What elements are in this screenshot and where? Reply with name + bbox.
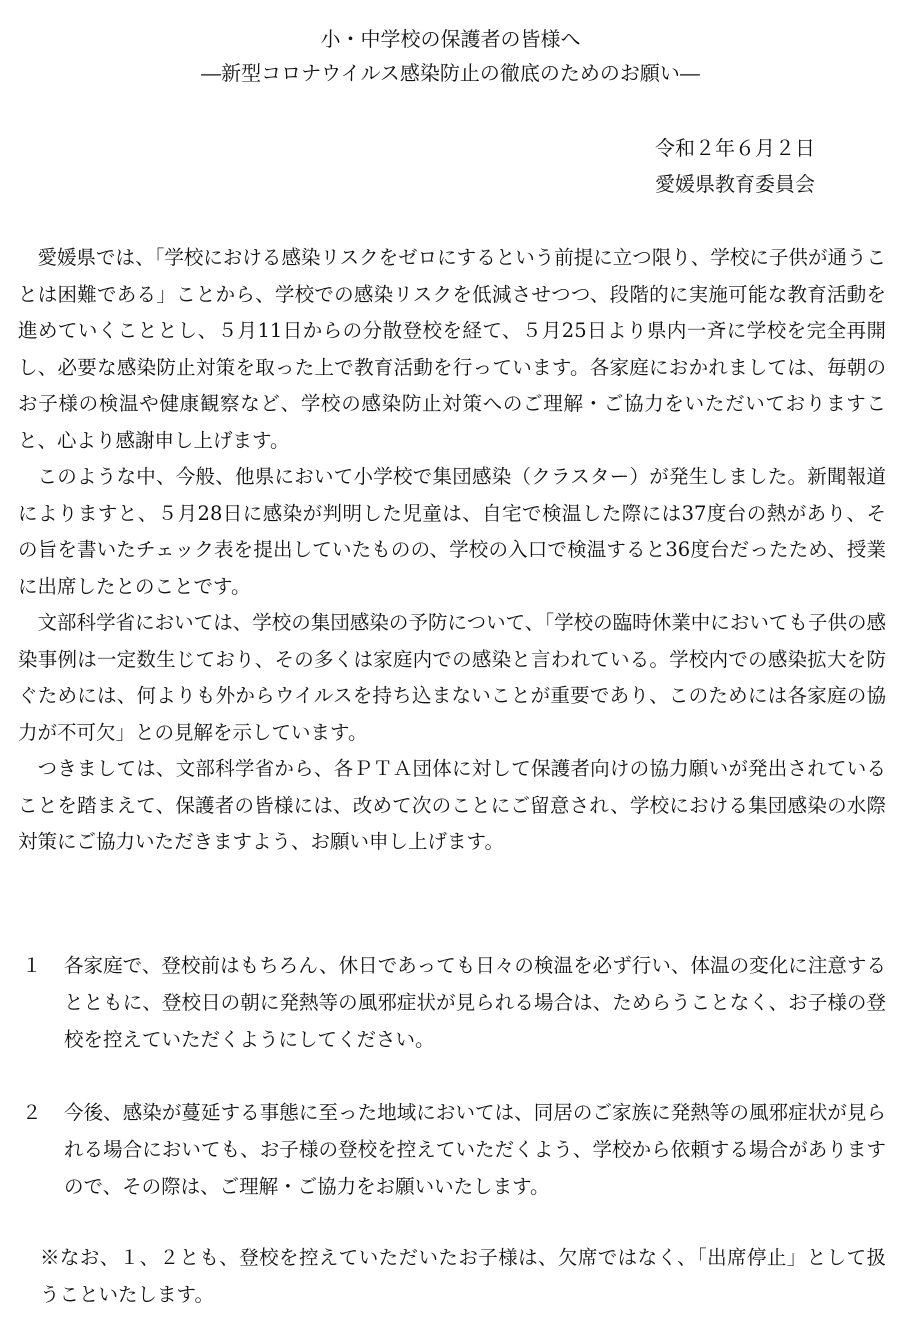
paragraph: 文部科学省においては、学校の集団感染の予防について、「学校の臨時休業中においても子供の感染事例は一定数生じており、その多くは家庭内での感染と言われている。学校内での感染拡大を防ぐためには、何よりも外からウイルスを持ち込まないことが重要であり、このためには各家庭の協力が不可欠」との見解を示しています。 [18,611,886,744]
request-item-number: １ [22,954,42,977]
request-item-number: ２ [22,1101,42,1124]
paragraph: つきましては、文部科学省から、各ＰＴＡ団体に対して保護者向けの協力願いが発出されていることを踏まえて、保護者の皆様には、改めて次のことにご留意され、学校における集団感染の水際対策にご協力いただきますよう、お願い申し上げます。 [18,757,886,853]
request-item [22,947,886,1058]
title-block [0,22,901,90]
document-subtitle: ―新型コロナウイルス感染防止の徹底のためのお願い― [201,61,700,85]
paragraph: このような中、今般、他県において小学校で集団感染（クラスター）が発生しました。新聞報道によりますと、５月28日に感染が判明した児童は、自宅で検温した際には37度台の熱があり、その旨を書いたチェック表を提出していたものの、学校の入口で検温すると36度台だったため、授業に出席したとのことです。 [18,465,886,598]
request-item-text: 今後、感染が蔓延する事態に至った地域においては、同居のご家族に発熱等の風邪症状が見られる場合においても、お子様の登校を控えていただくよう、学校から依頼する場合がありますので、その際は、ご理解・ご協力をお願いいたします。 [64,1101,886,1198]
note-text: ※なお、１、２とも、登校を控えていただいたお子様は、欠席ではなく、「出席停止」として扱うこといたします。 [40,1246,886,1306]
request-item [22,1094,886,1205]
document-title: 小・中学校の保護者の皆様へ [320,27,581,51]
date-issuer-block [655,130,815,202]
document-date: 令和２年６月２日 [655,136,815,160]
note-block [40,1239,886,1313]
request-item-text: 各家庭で、登校前はもちろん、休日であっても日々の検温を必ず行い、体温の変化に注意するとともに、登校日の朝に発熱等の風邪症状が見られる場合は、ためらうことなく、お子様の登校を控えていただくようにしてください。 [64,954,886,1051]
body-text [18,240,886,861]
document-issuer: 愛媛県教育委員会 [655,172,815,196]
paragraph: 愛媛県では、「学校における感染リスクをゼロにするという前提に立つ限り、学校に子供が通うことは困難である」ことから、学校での感染リスクを低減させつつ、段階的に実施可能な教育活動を進めていくこととし、５月11日からの分散登校を経て、５月25日より県内一斉に学校を完全再開し、必要な感染防止対策を取った上で教育活動を行っています。各家庭におかれましては、毎朝のお子様の検温や健康観察など、学校の感染防止対策へのご理解・ご協力をいただいておりますこと、心より感謝申し上げます。 [18,246,886,452]
